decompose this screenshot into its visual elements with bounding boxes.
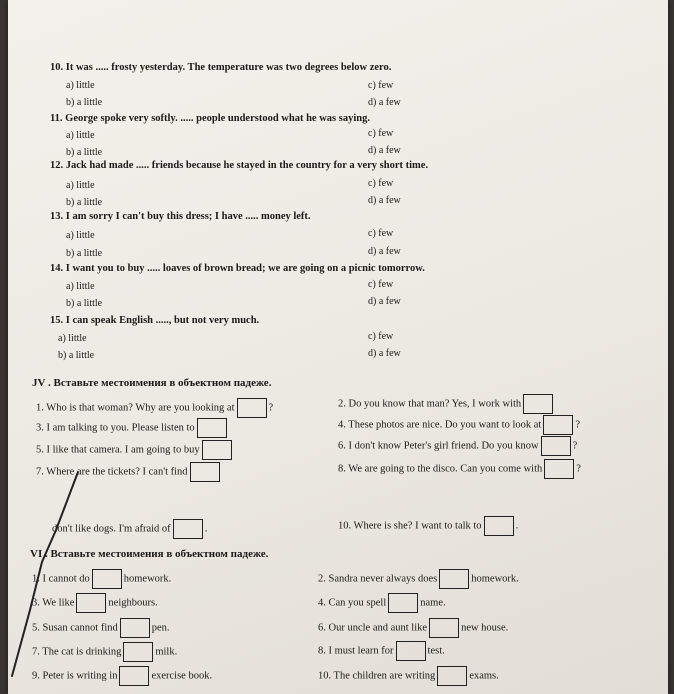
option-c[interactable]: c) few [368, 128, 394, 139]
answer-box[interactable] [484, 516, 514, 536]
answer-box[interactable] [202, 440, 232, 460]
question-10: 10. It was ..... frosty yesterday. The temperature was two degrees below zero. [50, 62, 392, 73]
answer-box[interactable] [173, 519, 203, 539]
option-c[interactable]: c) few [368, 279, 394, 290]
fill-item: 4. These photos are nice. Do you want to look at ? [338, 415, 580, 435]
question-12: 12. Jack had made ..... friends because he stayed in the country for a very short time. [50, 160, 429, 171]
answer-box[interactable] [541, 436, 571, 456]
question-13: 13. I am sorry I can't buy this dress; I have ..... money left. [50, 211, 311, 222]
option-b[interactable]: b) a little [58, 350, 95, 361]
question-14: 14. I want you to buy ..... loaves of brown bread; we are going on a picnic tomorrow. [50, 263, 425, 274]
fill-item: 8. We are going to the disco. Can you come with ? [338, 459, 581, 479]
fill-item: 3. I am talking to you. Please listen to [36, 418, 229, 438]
option-a[interactable]: a) little [66, 230, 95, 241]
fill-item: 10. The children are writing exams. [318, 666, 499, 686]
option-c[interactable]: c) few [368, 178, 394, 189]
fill-item: 4. Can you spell name. [318, 593, 446, 613]
answer-box[interactable] [429, 618, 459, 638]
fill-item: 2. Sandra never always does homework. [318, 569, 519, 589]
fill-item: 1. I cannot do homework. [32, 569, 171, 589]
option-c[interactable]: c) few [368, 80, 394, 91]
option-a[interactable]: a) little [58, 333, 87, 344]
answer-box[interactable] [197, 418, 227, 438]
question-15: 15. I can speak English ....., but not very much. [50, 315, 260, 326]
option-d[interactable]: d) a few [368, 246, 401, 257]
answer-box[interactable] [543, 415, 573, 435]
option-d[interactable]: d) a few [368, 145, 401, 156]
question-11: 11. George spoke very softly. ..... people understood what he was saying. [50, 113, 370, 124]
answer-box[interactable] [120, 618, 150, 638]
option-d[interactable]: d) a few [368, 348, 401, 359]
fill-item: 8. I must learn for test. [318, 641, 445, 661]
answer-box[interactable] [439, 569, 469, 589]
fill-item: 10. Where is she? I want to talk to . [338, 516, 518, 536]
fill-item: 5. I like that camera. I am going to buy [36, 440, 234, 460]
option-c[interactable]: c) few [368, 331, 394, 342]
option-b[interactable]: b) a little [66, 248, 103, 259]
answer-box[interactable] [388, 593, 418, 613]
answer-box[interactable] [544, 459, 574, 479]
option-d[interactable]: d) a few [368, 296, 401, 307]
option-a[interactable]: a) little [66, 130, 95, 141]
fill-item: 5. Susan cannot find pen. [32, 618, 170, 638]
option-a[interactable]: a) little [66, 281, 95, 292]
option-b[interactable]: b) a little [66, 97, 103, 108]
section-6-title: VI . Вставьте местоимения в объектном падеже. [30, 548, 269, 560]
option-a[interactable]: a) little [66, 180, 95, 191]
answer-box[interactable] [237, 398, 267, 418]
section-4-title: JV . Вставьте местоимения в объектном падеже. [32, 377, 272, 389]
option-d[interactable]: d) a few [368, 195, 401, 206]
option-b[interactable]: b) a little [66, 147, 103, 158]
fill-item: 2. Do you know that man? Yes, I work with [338, 394, 555, 414]
fill-item: 1. Who is that woman? Why are you looking at ? [36, 398, 273, 418]
answer-box[interactable] [92, 569, 122, 589]
fill-item: 7. Where are the tickets? I can't find [36, 462, 222, 482]
option-d[interactable]: d) a few [368, 97, 401, 108]
answer-box[interactable] [190, 462, 220, 482]
answer-box[interactable] [437, 666, 467, 686]
option-b[interactable]: b) a little [66, 197, 103, 208]
fill-item: 9. Peter is writing in exercise book. [32, 666, 212, 686]
option-b[interactable]: b) a little [66, 298, 103, 309]
option-c[interactable]: c) few [368, 228, 394, 239]
worksheet-page [8, 0, 668, 694]
pen-stroke-icon [8, 470, 88, 680]
answer-box[interactable] [523, 394, 553, 414]
fill-item: 6. Our uncle and aunt like new house. [318, 618, 508, 638]
fill-item: 3. We like neighbours. [32, 593, 158, 613]
fill-item: don't like dogs. I'm afraid of . [52, 519, 207, 539]
answer-box[interactable] [396, 641, 426, 661]
fill-item: 6. I don't know Peter's girl friend. Do you know ? [338, 436, 577, 456]
fill-item: 7. The cat is drinking milk. [32, 642, 177, 662]
option-a[interactable]: a) little [66, 80, 95, 91]
answer-box[interactable] [119, 666, 149, 686]
answer-box[interactable] [123, 642, 153, 662]
